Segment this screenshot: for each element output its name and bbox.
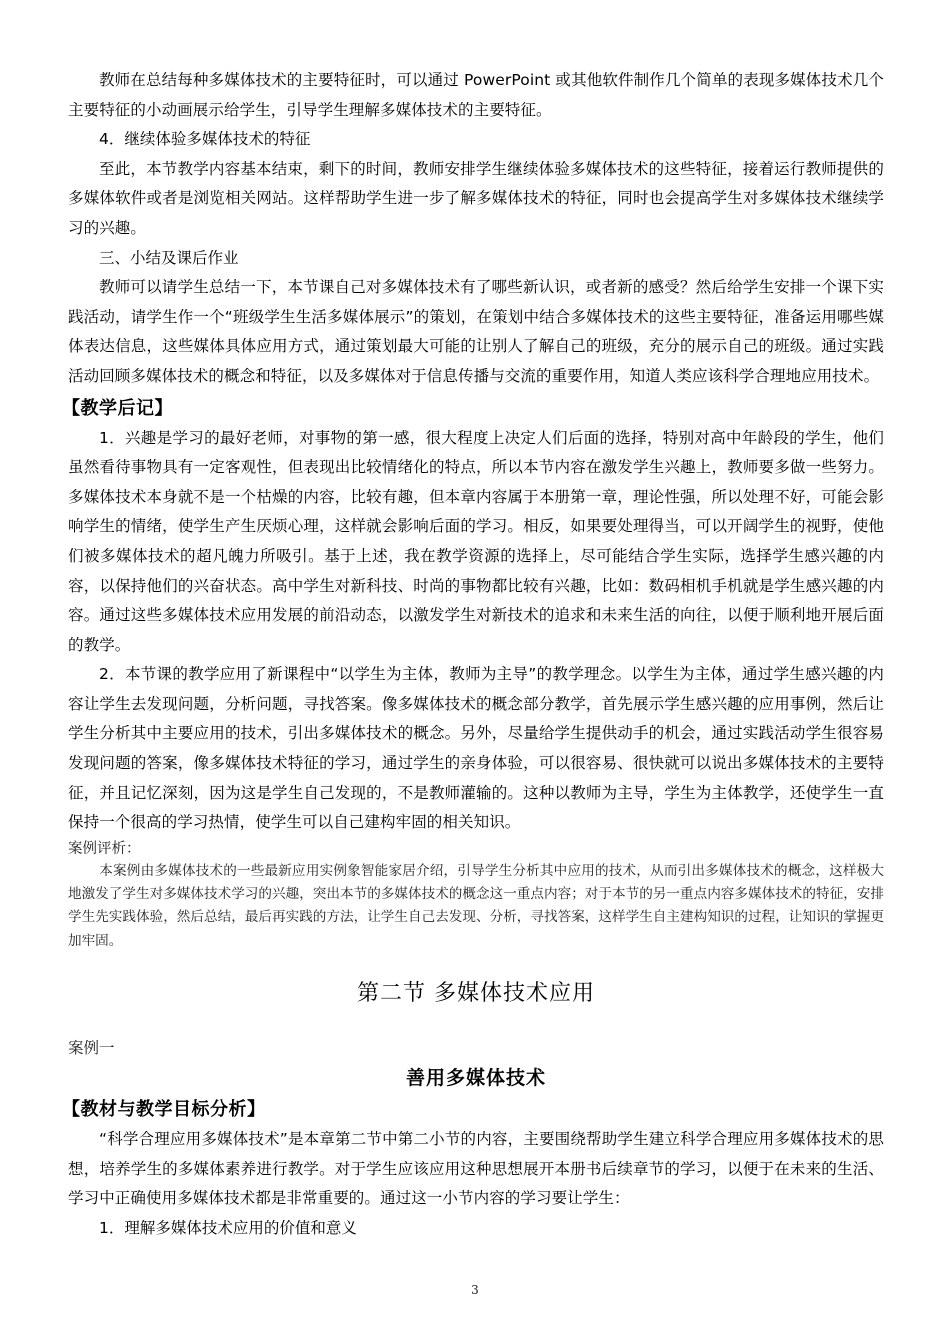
case-review-text: 本案例由多媒体技术的一些最新应用实例象智能家居介绍，引导学生分析其中应用的技术，从而引出多媒体技术的概念，这样极大地激发了学生对多媒体技术学习的兴趣，突出本节的多媒体技术的概念这一重点内容；对于本节的另一重点内容多媒体技术的特征，安排学生先实践体验，然后总结，最后再实践的方法，让学生自己去发现、分析，寻找答案，这样学生自主建构知识的过程，让知识的掌握更加牢固。 <box>68 862 884 949</box>
paragraph-summary-homework: 教师可以请学生总结一下，本节课自己对多媒体技术有了哪些新认识，或者新的感受？然后给学生安排一个课下实践活动，请学生作一个“班级学生生活多媒体展示”的策划，在策划中结合多媒体技术的这些主要特征，准备运用哪些媒体表达信息，这些媒体具体应用方式，通过策划最大可能的让别人了解自己的班级，充分的展示自己的班级。通过实践活动回顾多媒体技术的概念和特征，以及多媒体对于信息传播与交流的重要作用，知道人类应该科学合理地应用技术。 <box>68 278 884 385</box>
heading-teaching-postscript: 【教学后记】 <box>62 397 173 419</box>
paragraph-material-analysis: “科学合理应用多媒体技术”是本章第二节中第二小节的内容，主要围绕帮助学生建立科学合理应用多媒体技术的思想，培养学生的多媒体素养进行教学。对于学生应该应用这种思想展开本册书后续章节的学习，以便于在未来的生活、学习中正确使用多媒体技术都是非常重要的。通过这一小节内容的学习要让学生： <box>68 1130 884 1208</box>
case-label: 案例一 <box>68 1039 115 1058</box>
case-title: 善用多媒体技术 <box>405 1067 546 1090</box>
paragraph-continue-experience: 至此，本节教学内容基本结束，剩下的时间，教师安排学生继续体验多媒体技术的这些特征，接着运行教师提供的多媒体软件或者是浏览相关网站。这样帮助学生进一步了解多媒体技术的特征，同时也会提高学生对多媒体技术继续学习的兴趣。 <box>68 159 884 237</box>
paragraph-summary-features: 教师在总结每种多媒体技术的主要特征时，可以通过 PowerPoint 或其他软件制作几个简单的表现多媒体技术几个主要特征的小动画展示给学生，引导学生理解多媒体技术的主要特征。 <box>68 71 884 119</box>
heading-material-analysis: 【教材与教学目标分析】 <box>62 1099 266 1121</box>
heading-summary-homework: 三、小结及课后作业 <box>99 248 239 267</box>
case-review-label: 案例评析： <box>68 840 141 857</box>
document-page <box>62 66 884 1243</box>
paragraph-postscript-1: 1．兴趣是学习的最好老师，对事物的第一感，很大程度上决定人们后面的选择，特别对高中年龄段的学生，他们虽然看待事物具有一定客观性，但表现出比较情绪化的特点，所以本节内容在激发学生兴趣上，教师要多做一些努力。多媒体技术本身就不是一个枯燥的内容，比较有趣，但本章内容属于本册第一章，理论性强，所以处理不好，可能会影响学生的情绪，使学生产生厌烦心理，这样就会影响后面的学习。相反，如果要处理得当，可以开阔学生的视野，使他们被多媒体技术的超凡魄力所吸引。基于上述，我在教学资源的选择上，尽可能结合学生实际，选择学生感兴趣的内容，以保持他们的兴奋状态。高中学生对新科技、时尚的事物都比较有兴趣，比如：数码相机手机就是学生感兴趣的内容。通过这些多媒体技术应用发展的前沿动态，以激发学生对新技术的追求和未来生活的向往，以便于顺利地开展后面的教学。 <box>68 428 884 654</box>
section-title: 第二节 多媒体技术应用 <box>357 981 595 1007</box>
heading-continue-experience: 4．继续体验多媒体技术的特征 <box>99 130 311 149</box>
page-number: 3 <box>471 1283 479 1297</box>
paragraph-postscript-2: 2．本节课的教学应用了新课程中“以学生为主体，教师为主导”的教学理念。以学生为主体，通过学生感兴趣的内容让学生去发现问题，分析问题，寻找答案。像多媒体技术的概念部分教学，首先展示学生感兴趣的应用事例，然后让学生分析其中主要应用的技术，引出多媒体技术的概念。另外，尽量给学生提供动手的机会，通过实践活动学生很容易发现问题的答案，像多媒体技术特征的学习，通过学生的亲身体验，可以很容易、很快就可以说出多媒体技术的主要特征，并且记忆深刻，因为这是学生自己发现的，不是教师灌输的。这种以教师为主导，学生为主体教学，还使学生一直保持一个很高的学习热情，使学生可以自己建构牢固的相关知识。 <box>68 665 884 832</box>
goal-item-1: 1．理解多媒体技术应用的价值和意义 <box>99 1218 357 1237</box>
